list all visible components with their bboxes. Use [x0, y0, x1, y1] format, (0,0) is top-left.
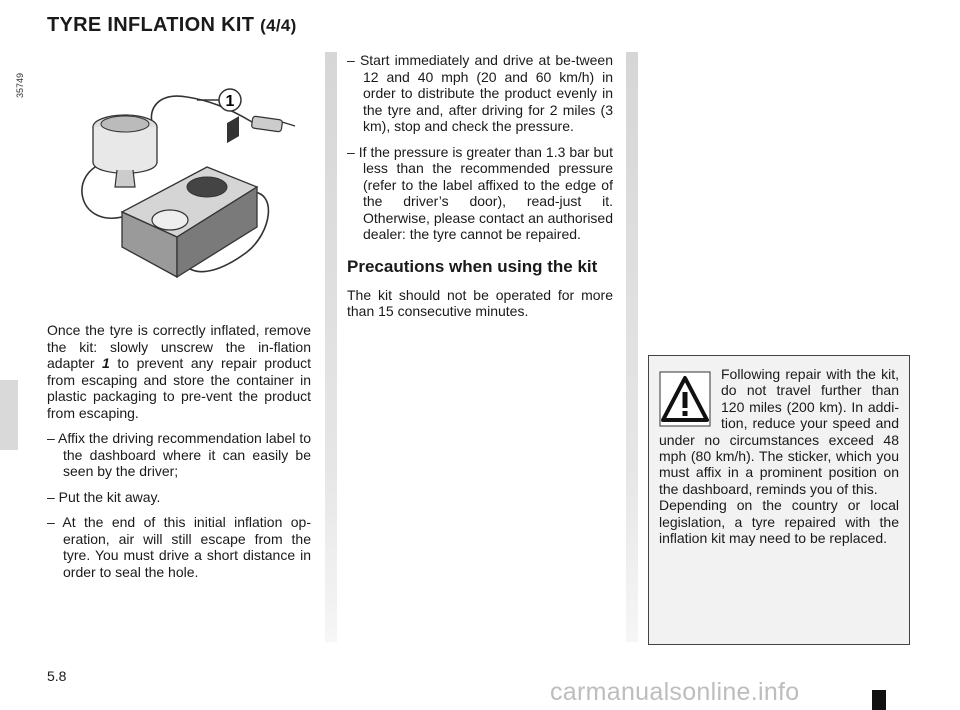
left-column	[47, 322, 311, 589]
title-main: TYRE INFLATION KIT	[47, 14, 255, 36]
bullet-item: – If the pressure is greater than 1.3 bar but less than the recommended pressure (refer to the label affixed to the edge of the driver’s door), read-just it. Otherwise, please contact an authorised dealer: the tyre cannot be repaired.	[347, 143, 613, 242]
watermark: carmanualsonline.info	[550, 678, 800, 706]
section-tab	[0, 380, 18, 450]
intro-text-cont: to prevent any repair product from escaping and store the container in plastic packaging to pre-vent the product from escaping.	[47, 355, 311, 421]
lighter-plug	[251, 116, 295, 132]
intro-paragraph	[47, 322, 311, 421]
warning-triangle-icon	[659, 370, 711, 428]
title-part: (4/4)	[260, 16, 297, 35]
column-divider-left	[325, 52, 337, 642]
bullet-item: – Start immediately and drive at be-tween 12 and 40 mph (20 and 60 km/h) in order to distribute the product evenly in the tyre and, after driving for 2 miles (3 km), stop and check the pressure.	[347, 52, 613, 134]
warning-box	[648, 355, 910, 645]
sealant-bottle	[93, 115, 157, 187]
corner-mark	[872, 690, 886, 710]
adapter-ref: 1	[102, 355, 110, 371]
figure-id: 35749	[15, 72, 25, 98]
warning-text: Depending on the country or local legislation, a tyre repaired with the inflation kit may need to be replaced.	[659, 497, 899, 547]
section-heading: Precautions when using the kit	[347, 256, 598, 276]
page-number: 5.8	[47, 668, 67, 684]
column-divider-right	[626, 52, 638, 642]
bullet-item: – At the end of this initial inflation op-eration, air will still escape from the tyre. You must drive a short distance in order to seal the hole.	[47, 514, 311, 580]
page-title	[47, 14, 297, 37]
bullet-item: – Put the kit away.	[47, 488, 161, 505]
bullet-item: – Affix the driving recommendation label to the dashboard where it can easily be seen by the driver;	[47, 430, 311, 479]
warning-text: Following repair with the kit, do not travel further than 120 miles (200 km). In addi-tion, reduce your speed and under no circumstances exceed 48 mph (80 km/h). The sticker, which you must affix in a prominent position on the dashboard, reminds you of this.	[659, 366, 899, 497]
precaution-paragraph: The kit should not be operated for more than 15 consecutive minutes.	[347, 286, 613, 319]
intro-text: Once the tyre is correctly inflated, remove the kit: slowly unscrew the in-flation adapter	[47, 322, 311, 371]
callout-number: 1	[225, 93, 235, 110]
tyre-inflation-kit-illustration	[15, 52, 317, 302]
middle-column	[347, 52, 613, 329]
